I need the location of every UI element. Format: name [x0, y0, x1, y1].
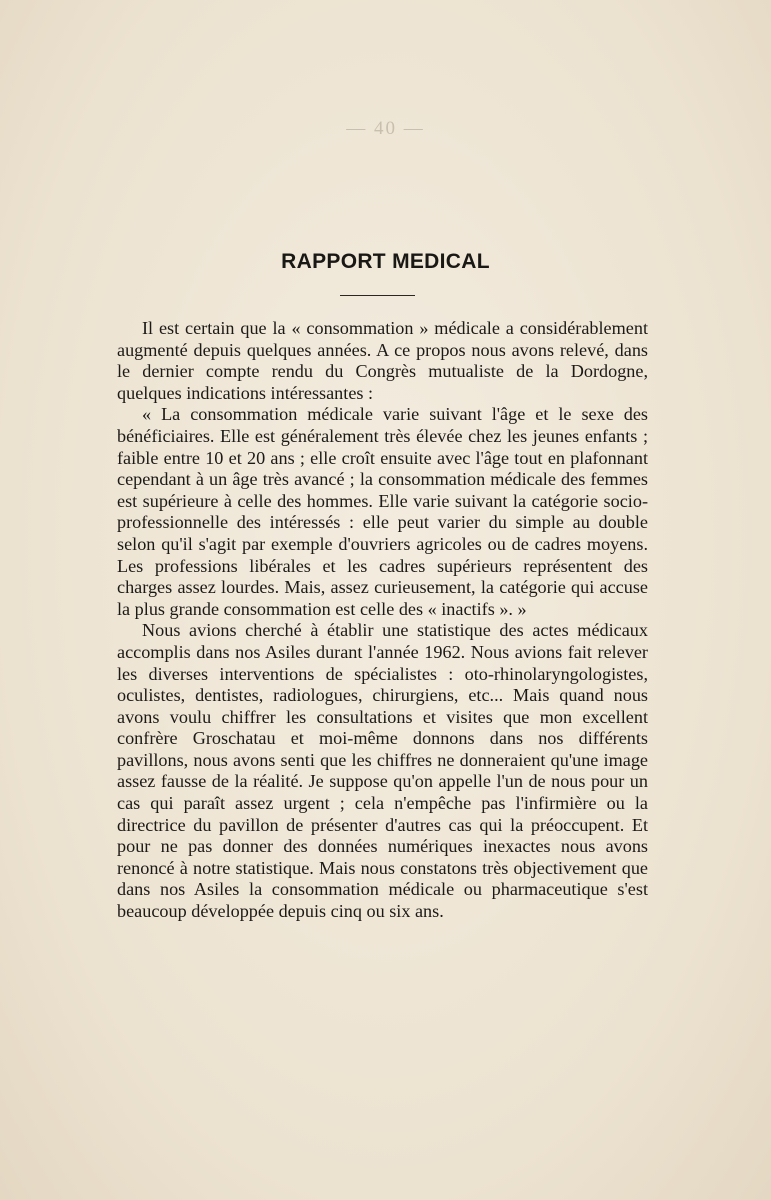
paragraph-statistics: Nous avions cherché à établir une statistique des actes médicaux accomplis dans nos Asiles durant l'année 1962. Nous avions fait relever les diverses interventions de spécialistes : oto-rhinolaryngologistes, oculistes, dentistes, radiologues, chirurgiens, etc... Mais quand nous avons voulu chiffrer les consultations et visites que mon excellent confrère Groschatau et moi-même donnons dans nos différents pavillons, nous avons senti que les chiffres ne donneraient qu'une image assez fausse de la réalité. Je suppose qu'on appelle l'un de nous pour un cas qui paraît assez urgent ; cela n'empêche pas l'infirmière ou la directrice du pavillon de présenter d'autres cas qui la préoccupent. Et pour ne pas donner des données numériques inexactes nous avons renoncé à notre statistique. Mais nous constatons très objectivement que dans nos Asiles la consommation médicale ou pharmaceutique s'est beaucoup développée depuis cinq ou six ans.: [117, 620, 648, 922]
title-underline-rule: [340, 295, 415, 296]
paragraph-quotation: « La consommation médicale varie suivant l'âge et le sexe des bénéficiaires. Elle est généralement très élevée chez les jeunes enfants ; faible entre 10 et 20 ans ; elle croît ensuite avec l'âge tout en plafonnant cependant à un âge très avancé ; la consommation médicale des femmes est supérieure à celle des hommes. Elle varie suivant la catégorie socio-professionnelle des intéressés : elle peut varier du simple au double selon qu'il s'agit par exemple d'ouvriers agricoles ou de cadres moyens. Les professions libérales et les cadres supérieurs représentent des charges assez lourdes. Mais, assez curieusement, la catégorie qui accuse la plus grande consommation est celle des « inactifs ». »: [117, 404, 648, 619]
page-title: RAPPORT MEDICAL: [281, 250, 490, 273]
page-number-showthrough: — 40 —: [346, 118, 425, 139]
body-text: [117, 318, 648, 923]
paragraph-intro: Il est certain que la « consommation » médicale a considérablement augmenté depuis quelques années. A ce propos nous avons relevé, dans le dernier compte rendu du Congrès mutualiste de la Dordogne, quelques indications intéressantes :: [117, 318, 648, 403]
